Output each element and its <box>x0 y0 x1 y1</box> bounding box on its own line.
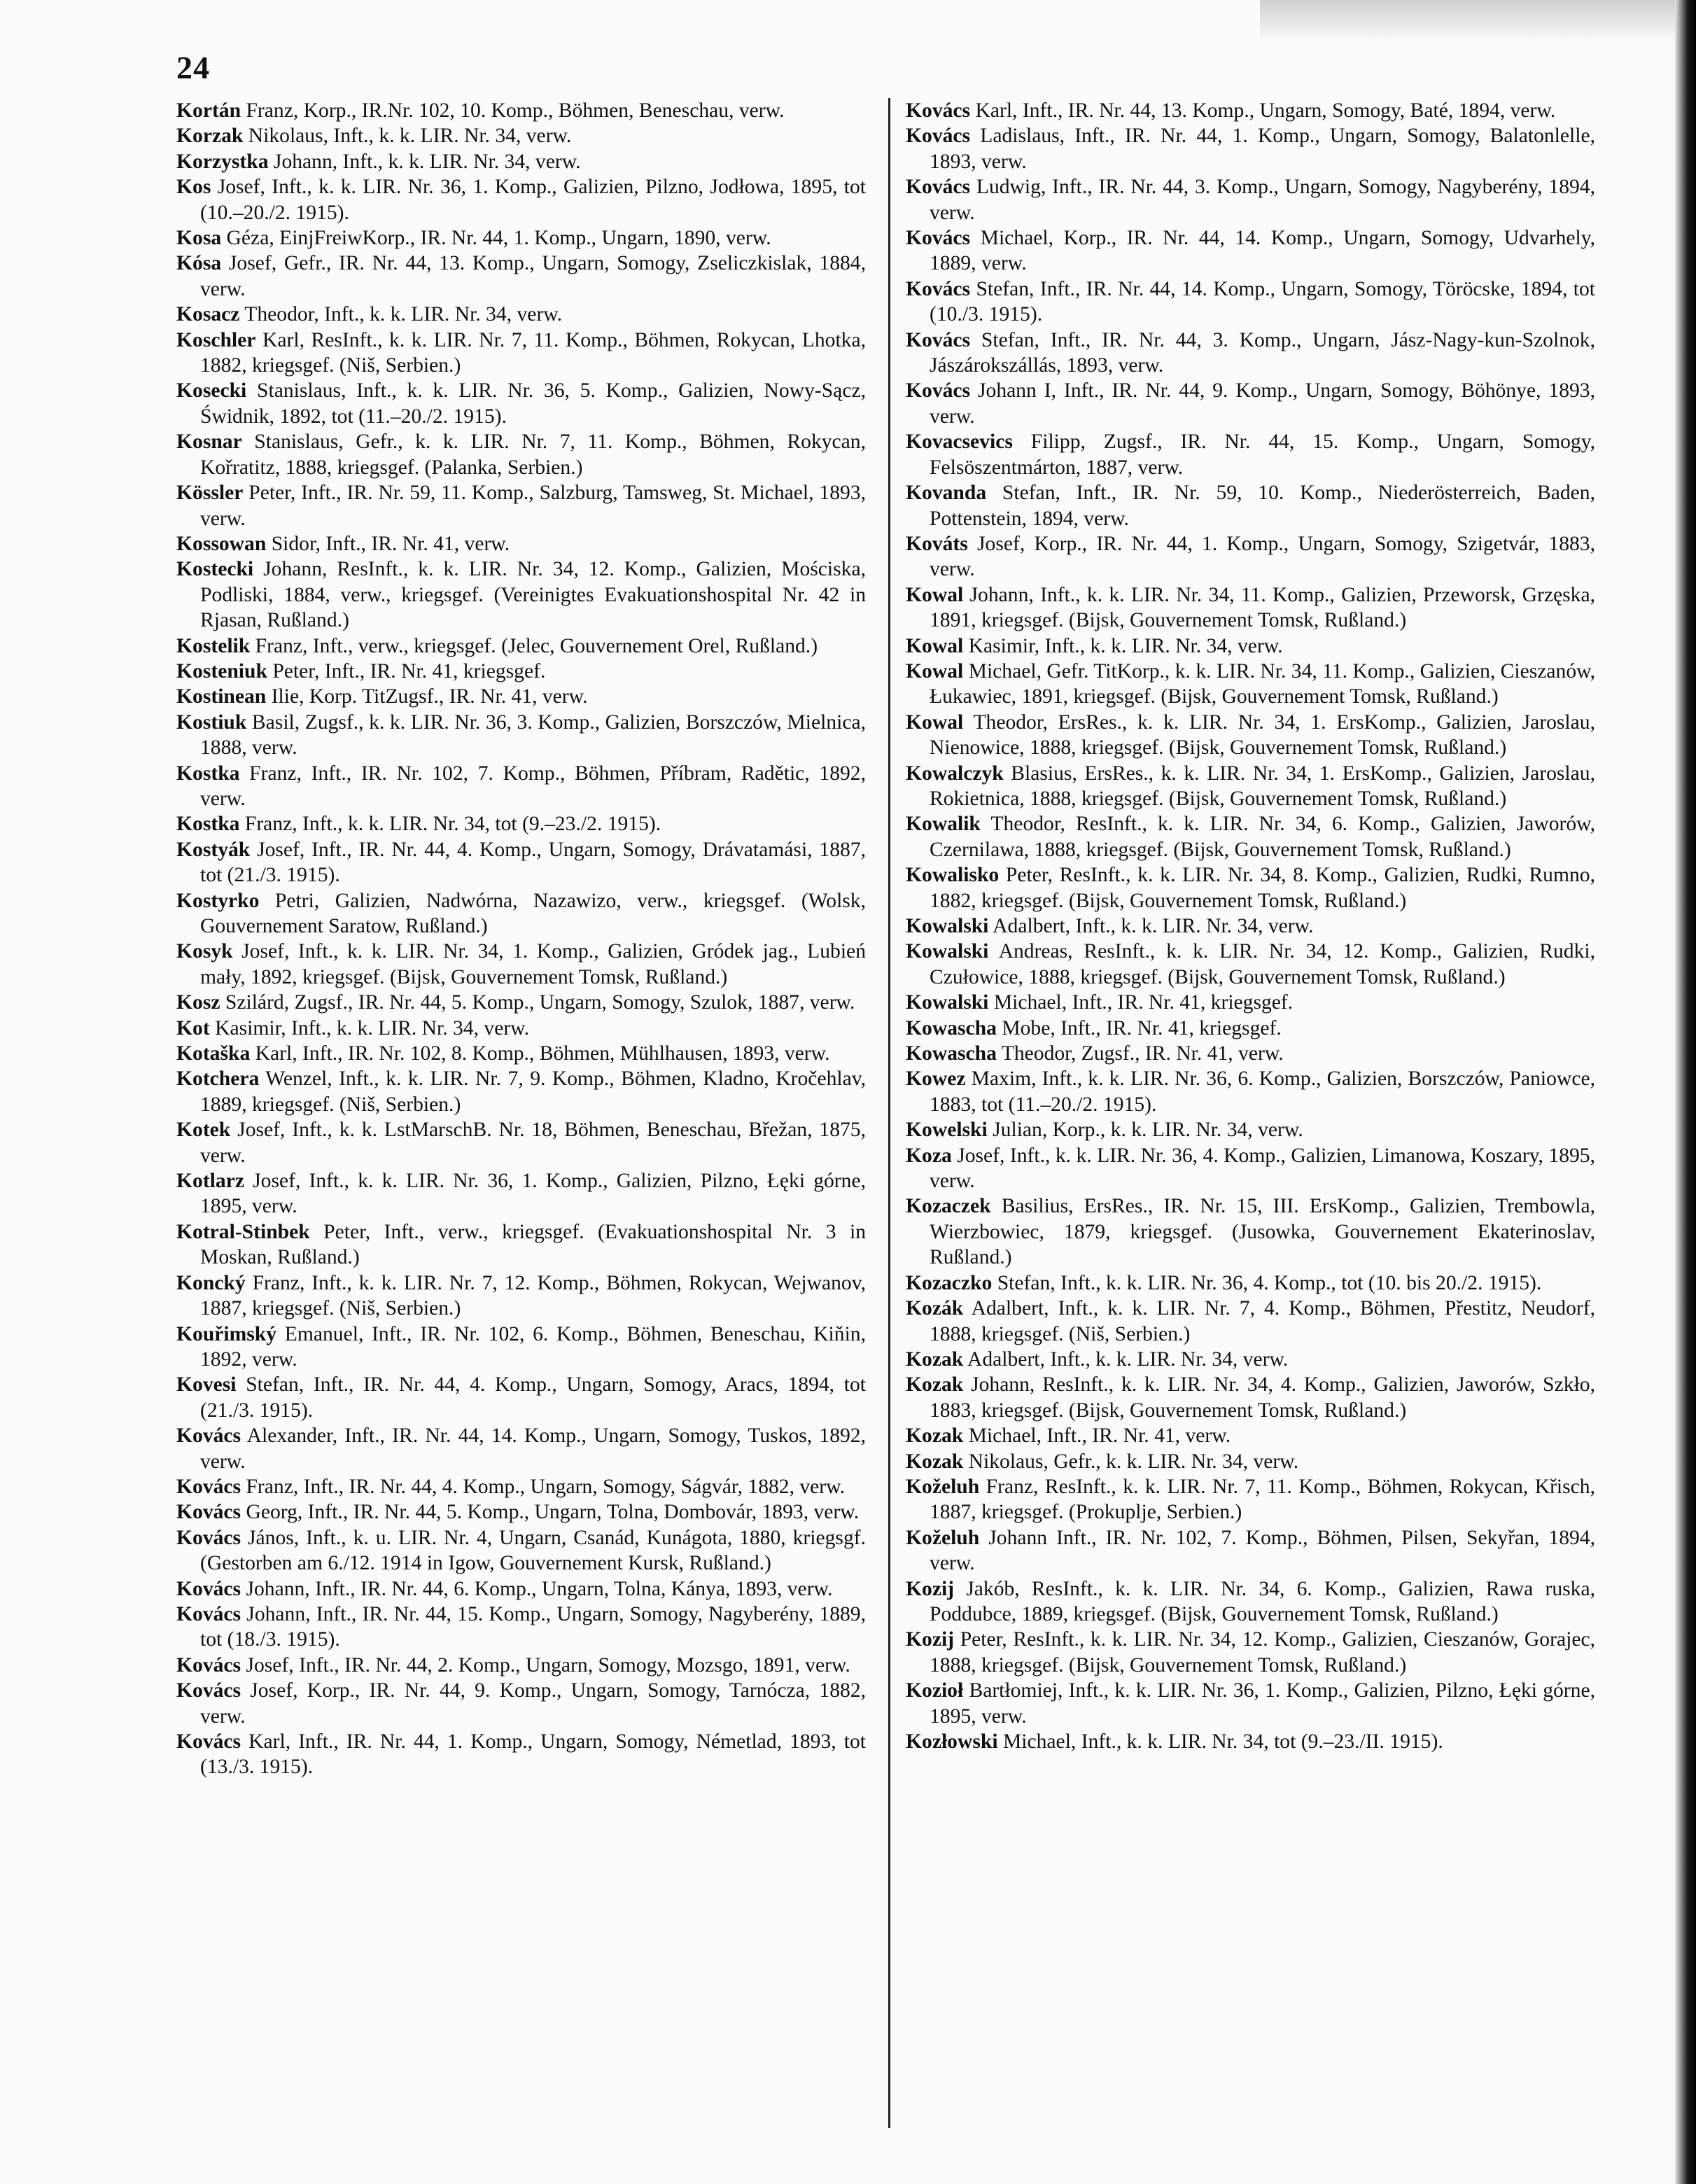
list-entry <box>906 634 1595 659</box>
entry-details: Michael, Korp., IR. Nr. 44, 14. Komp., Ungarn, Somogy, Udvarhely, 1889, verw. <box>930 227 1595 275</box>
entry-details: Michael, Inft., k. k. LIR. Nr. 34, tot (9.–23./II. 1915). <box>1002 1730 1443 1753</box>
entry-details: Josef, Inft., k. k. LIR. Nr. 36, 1. Komp., Galizien, Pilzno, Jodłowa, 1895, tot (10.–20./2. 1915). <box>200 176 866 224</box>
list-entry <box>906 1194 1595 1270</box>
entry-surname: Koza <box>906 1144 952 1167</box>
entry-details: Josef, Gefr., IR. Nr. 44, 13. Komp., Ungarn, Somogy, Zseliczkislak, 1884, verw. <box>200 252 866 300</box>
entry-details: Peter, ResInft., k. k. LIR. Nr. 34, 12. Komp., Galizien, Cieszanów, Gorajec, 1888, kriegsgef. (Bijsk, Gouvernement Tomsk, Rußland.) <box>930 1628 1595 1676</box>
entry-details: Josef, Korp., IR. Nr. 44, 9. Komp., Ungarn, Somogy, Tarnócza, 1882, verw. <box>200 1679 866 1728</box>
list-entry <box>176 761 866 812</box>
entry-surname: Kowez <box>906 1068 966 1091</box>
entry-details: Stanislaus, Gefr., k. k. LIR. Nr. 7, 11. Komp., Böhmen, Rokycan, Kořratitz, 1888, kriegsgef. (Palanka, Serbien.) <box>200 430 867 479</box>
entry-surname: Kowalik <box>906 813 981 836</box>
entry-surname: Kováts <box>906 532 968 555</box>
list-entry <box>176 149 866 174</box>
list-entry <box>906 582 1595 634</box>
entry-surname: Korzystka <box>176 150 269 173</box>
list-entry <box>176 531 866 556</box>
entry-details: Karl, ResInft., k. k. LIR. Nr. 7, 11. Komp., Böhmen, Rokycan, Lhotka, 1882, kriegsgef. (Niš, Serbien.) <box>200 328 866 377</box>
scan-shadow-top <box>1260 0 1696 42</box>
entry-surname: Kossowan <box>176 532 267 555</box>
entry-details: Alexander, Inft., IR. Nr. 44, 14. Komp., Ungarn, Somogy, Tuskos, 1892, verw. <box>200 1424 867 1473</box>
list-entry <box>176 556 866 633</box>
list-entry <box>176 1168 866 1219</box>
entry-details: Josef, Inft., IR. Nr. 44, 4. Komp., Ungarn, Somogy, Drávatamási, 1887, tot (21./3. 1915). <box>200 838 866 887</box>
entry-details: Karl, Inft., IR. Nr. 44, 13. Komp., Ungarn, Somogy, Baté, 1894, verw. <box>975 99 1556 122</box>
list-entry <box>176 710 866 761</box>
entry-details: Theodor, ResInft., k. k. LIR. Nr. 34, 6. Komp., Galizien, Jaworów, Czernilawa, 1888, kriegsgef. (Bijsk, Gouvernement Tomsk, Rußland.) <box>930 813 1595 861</box>
list-entry <box>906 1347 1595 1372</box>
entry-surname: Kozaczek <box>906 1195 991 1218</box>
entry-surname: Kostyák <box>176 838 251 861</box>
entry-surname: Kovesi <box>176 1373 237 1396</box>
entry-details: Adalbert, Inft., k. k. LIR. Nr. 34, verw. <box>993 915 1314 937</box>
entry-details: Stefan, Inft., IR. Nr. 44, 3. Komp., Ungarn, Jász-Nagy-kun-Szolnok, Jászárokszállás, 1893, verw. <box>930 328 1595 377</box>
list-entry <box>176 1117 866 1168</box>
entry-surname: Kovács <box>906 379 971 402</box>
entry-surname: Kowelski <box>906 1119 988 1142</box>
entry-details: Johann, Inft., IR. Nr. 44, 6. Komp., Ungarn, Tolna, Kánya, 1893, verw. <box>246 1577 833 1600</box>
entry-surname: Kovács <box>176 1730 241 1753</box>
list-entry <box>906 429 1595 480</box>
list-entry <box>176 251 866 302</box>
entry-surname: Kowal <box>906 659 964 682</box>
list-entry <box>906 1474 1595 1525</box>
entry-details: Stanislaus, Inft., k. k. LIR. Nr. 36, 5. Komp., Galizien, Nowy-Sącz, Świdnik, 1892, tot (11.–20./2. 1915). <box>200 379 866 428</box>
entry-surname: Kostinean <box>176 685 267 708</box>
entry-details: Johann I, Inft., IR. Nr. 44, 9. Komp., Ungarn, Somogy, Böhönye, 1893, verw. <box>930 379 1595 428</box>
entry-surname: Kovács <box>176 1679 241 1702</box>
entry-details: Stefan, Inft., IR. Nr. 59, 10. Komp., Niederösterreich, Baden, Pottenstein, 1894, verw. <box>930 482 1595 530</box>
list-entry <box>176 1576 866 1602</box>
entry-details: Adalbert, Inft., k. k. LIR. Nr. 7, 4. Komp., Böhmen, Přestitz, Neudorf, 1888, kriegsgef. (Niš, Serbien.) <box>930 1297 1595 1345</box>
entry-surname: Kozłowski <box>906 1730 998 1753</box>
entry-details: Johann, Inft., IR. Nr. 44, 15. Komp., Ungarn, Somogy, Nagyberény, 1889, tot (18./3. 1915). <box>200 1602 867 1651</box>
list-entry <box>176 634 866 659</box>
entry-surname: Kotek <box>176 1119 231 1142</box>
list-entry <box>176 888 866 939</box>
entry-details: Johann, ResInft., k. k. LIR. Nr. 34, 12. Komp., Galizien, Mościska, Podliski, 1884, verw., kriegsgef. (Vereinigtes Evakuationshospital Nr. 42 in Rjasan, Rußland.) <box>200 558 867 632</box>
entry-details: Jakób, ResInft., k. k. LIR. Nr. 34, 6. Komp., Galizien, Rawa ruska, Poddubce, 1889, kriegsgef. (Bijsk, Gouvernement Tomsk, Rußland.) <box>930 1577 1595 1625</box>
entry-surname: Kosz <box>176 991 220 1014</box>
list-entry <box>176 429 866 480</box>
entry-surname: Kotaška <box>176 1042 251 1065</box>
entry-surname: Kot <box>176 1016 210 1040</box>
list-entry <box>176 225 866 251</box>
entry-details: Peter, Inft., IR. Nr. 41, kriegsgef. <box>272 659 546 682</box>
entry-surname: Kovács <box>906 277 971 300</box>
entry-surname: Kozij <box>906 1628 955 1651</box>
entry-surname: Kovács <box>906 125 971 148</box>
list-entry <box>176 1270 866 1322</box>
entry-surname: Kotchera <box>176 1068 260 1091</box>
entry-surname: Kowalczyk <box>906 762 1004 785</box>
entry-surname: Kozak <box>906 1424 964 1448</box>
entry-details: Filipp, Zugsf., IR. Nr. 44, 15. Komp., Ungarn, Somogy, Felsöszentmárton, 1887, verw. <box>930 430 1595 479</box>
list-entry <box>906 862 1595 913</box>
entry-details: Johann, Inft., k. k. LIR. Nr. 34, verw. <box>273 150 581 173</box>
entry-details: Kasimir, Inft., k. k. LIR. Nr. 34, verw. <box>968 634 1283 657</box>
entry-surname: Kovács <box>906 176 971 199</box>
entry-details: Theodor, ErsRes., k. k. LIR. Nr. 34, 1. ErsKomp., Galizien, Jaroslau, Nienowice, 1888, kriegsgef. (Bijsk, Gouvernement Tomsk, Rußland.) <box>930 710 1595 760</box>
entry-details: Josef, Inft., k. k. LIR. Nr. 34, 1. Komp., Galizien, Gródek jag., Lubień mały, 1892, kriegsgef. (Bijsk, Gouvernement Tomsk, Rußland.) <box>200 940 866 988</box>
entry-surname: Kovács <box>176 1501 241 1524</box>
entry-details: Johann Inft., IR. Nr. 102, 7. Komp., Böhmen, Pilsen, Sekyřan, 1894, verw. <box>930 1526 1595 1575</box>
entry-surname: Kostka <box>176 813 240 836</box>
entry-surname: Kössler <box>176 482 244 505</box>
entry-details: Michael, Inft., IR. Nr. 41, kriegsgef. <box>993 991 1294 1014</box>
list-entry <box>176 990 866 1015</box>
entry-surname: Kowal <box>906 634 964 657</box>
entry-details: Basilius, ErsRes., IR. Nr. 15, III. ErsKomp., Galizien, Trembowla, Wierzbowiec, 1879, kriegsgef. (Jusowka, Gouvernement Ekaterinoslav, Rußland.) <box>930 1195 1595 1269</box>
entry-details: Franz, Inft., k. k. LIR. Nr. 34, tot (9.–23./2. 1915). <box>244 813 661 836</box>
entry-details: Emanuel, Inft., IR. Nr. 102, 6. Komp., Böhmen, Beneschau, Kiňin, 1892, verw. <box>200 1322 866 1371</box>
entry-surname: Kostyrko <box>176 889 260 912</box>
entry-surname: Kósa <box>176 252 222 275</box>
entry-details: Johann, ResInft., k. k. LIR. Nr. 34, 4. Komp., Galizien, Jaworów, Szkło, 1883, kriegsgef. (Bijsk, Gouvernement Tomsk, Rußland.) <box>930 1373 1595 1422</box>
entry-details: Michael, Gefr. TitKorp., k. k. LIR. Nr. 34, 11. Komp., Galizien, Cieszanów, Łukawiec, 1891, kriegsgef. (Bijsk, Gouvernement Tomsk, Rußland.) <box>930 659 1595 708</box>
list-entry <box>176 1499 866 1525</box>
entry-surname: Kowalski <box>906 940 989 963</box>
entry-surname: Kovács <box>906 328 971 351</box>
list-entry <box>906 531 1595 582</box>
entry-details: Franz, Korp., IR.Nr. 102, 10. Komp., Böhmen, Beneschau, verw. <box>246 99 785 122</box>
list-entry <box>906 1627 1595 1678</box>
list-entry <box>176 659 866 684</box>
list-entry <box>906 276 1595 328</box>
list-entry <box>176 1066 866 1117</box>
list-entry <box>176 98 866 123</box>
entry-surname: Kowal <box>906 583 964 606</box>
list-entry <box>906 913 1595 939</box>
list-entry <box>176 1219 866 1270</box>
scan-shadow-right <box>1675 0 1696 2184</box>
entry-details: Peter, ResInft., k. k. LIR. Nr. 34, 8. Komp., Galizien, Rudki, Rumno, 1882, kriegsgef. (Bijsk, Gouvernement Tomsk, Rußland.) <box>930 864 1595 912</box>
entry-details: Nikolaus, Inft., k. k. LIR. Nr. 34, verw. <box>248 125 572 148</box>
entry-details: Franz, ResInft., k. k. LIR. Nr. 7, 11. Komp., Böhmen, Rokycan, Křisch, 1887, kriegsgef. (Prokuplje, Serbien.) <box>930 1475 1595 1524</box>
entry-surname: Kozak <box>906 1373 964 1396</box>
entry-details: Kasimir, Inft., k. k. LIR. Nr. 34, verw. <box>215 1016 530 1040</box>
list-entry <box>906 1678 1595 1729</box>
entry-surname: Kosa <box>176 227 222 250</box>
entry-details: Andreas, ResInft., k. k. LIR. Nr. 34, 12. Komp., Galizien, Rudki, Czułowice, 1888, kriegsgef. (Bijsk, Gouvernement Tomsk, Rußland.) <box>930 940 1596 988</box>
entry-details: Karl, Inft., IR. Nr. 102, 8. Komp., Böhmen, Mühlhausen, 1893, verw. <box>255 1042 830 1065</box>
list-entry <box>906 1143 1595 1194</box>
list-entry <box>176 1423 866 1474</box>
entry-surname: Kosnar <box>176 430 242 454</box>
entry-surname: Kowalisko <box>906 864 1000 887</box>
list-entry <box>906 174 1595 225</box>
list-entry <box>906 1525 1595 1576</box>
entry-details: Karl, Inft., IR. Nr. 44, 1. Komp., Ungarn, Somogy, Németlad, 1893, tot (13./3. 1915). <box>200 1730 866 1779</box>
entry-surname: Kozij <box>906 1577 955 1600</box>
entry-surname: Kovács <box>176 1577 241 1600</box>
list-entry <box>906 761 1595 812</box>
list-entry <box>906 1449 1595 1474</box>
list-entry <box>906 1576 1595 1628</box>
entry-surname: Kosecki <box>176 379 247 402</box>
entry-details: Georg, Inft., IR. Nr. 44, 5. Komp., Ungarn, Tolna, Dombovár, 1893, verw. <box>246 1501 860 1524</box>
list-entry <box>906 225 1595 276</box>
entry-details: Ilie, Korp. TitZugsf., IR. Nr. 41, verw. <box>271 685 588 708</box>
list-entry <box>176 302 866 327</box>
list-entry <box>176 174 866 225</box>
list-entry <box>176 1525 866 1576</box>
entry-details: Michael, Inft., IR. Nr. 41, verw. <box>968 1424 1231 1448</box>
entry-details: Stefan, Inft., IR. Nr. 44, 14. Komp., Ungarn, Somogy, Töröcske, 1894, tot (10./3. 1915). <box>930 277 1595 326</box>
entry-details: Mobe, Inft., IR. Nr. 41, kriegsgef. <box>1002 1016 1282 1040</box>
entry-surname: Kovács <box>176 1424 241 1448</box>
entry-surname: Kozak <box>906 1348 964 1371</box>
entry-details: Géza, EinjFreiwKorp., IR. Nr. 44, 1. Komp., Ungarn, 1890, verw. <box>226 227 771 250</box>
entry-details: Josef, Inft., IR. Nr. 44, 2. Komp., Ungarn, Somogy, Mozsgo, 1891, verw. <box>246 1653 850 1676</box>
list-entry <box>906 1423 1595 1448</box>
list-entry <box>906 939 1595 990</box>
entry-details: Ladislaus, Inft., IR. Nr. 44, 1. Komp., Ungarn, Somogy, Balatonlelle, 1893, verw. <box>930 125 1595 173</box>
entry-surname: Kovács <box>176 1602 241 1625</box>
entry-surname: Kozioł <box>906 1679 964 1702</box>
list-entry <box>176 123 866 148</box>
list-entry <box>176 328 866 379</box>
entry-details: Sidor, Inft., IR. Nr. 41, verw. <box>271 532 510 555</box>
entry-surname: Kostelik <box>176 634 251 657</box>
list-entry <box>176 378 866 429</box>
entry-surname: Kosacz <box>176 303 240 326</box>
entry-surname: Kouřimský <box>176 1322 277 1345</box>
entry-surname: Koschler <box>176 328 256 351</box>
entry-surname: Kovacsevics <box>906 430 1013 454</box>
list-entry <box>176 1729 866 1780</box>
right-column <box>906 98 1595 1754</box>
list-entry <box>906 811 1595 862</box>
entry-details: Petri, Galizien, Nadwórna, Nazawizo, verw., kriegsgef. (Wolsk, Gouvernement Saratow, Rußland.) <box>200 889 866 937</box>
entry-details: János, Inft., k. u. LIR. Nr. 4, Ungarn, Csanád, Kunágota, 1880, kriegsgf. (Gestorben am 6./12. 1914 in Igow, Gouvernement Kursk, Rußland.) <box>200 1526 866 1575</box>
list-entry <box>176 1602 866 1653</box>
entry-surname: Kovács <box>176 1475 241 1498</box>
entry-details: Franz, Inft., IR. Nr. 44, 4. Komp., Ungarn, Somogy, Ságvár, 1882, verw. <box>246 1475 846 1498</box>
entry-details: Maxim, Inft., k. k. LIR. Nr. 36, 6. Komp., Galizien, Borszczów, Paniowce, 1883, tot (11.–20./2. 1915). <box>930 1068 1595 1116</box>
list-entry <box>906 98 1595 123</box>
list-entry <box>906 1270 1595 1296</box>
list-entry <box>176 1322 866 1373</box>
entry-surname: Kosyk <box>176 940 233 963</box>
entry-details: Stefan, Inft., IR. Nr. 44, 4. Komp., Ungarn, Somogy, Aracs, 1894, tot (21./3. 1915). <box>200 1373 866 1422</box>
entry-details: Josef, Inft., k. k. LIR. Nr. 36, 1. Komp., Galizien, Pilzno, Łęki górne, 1895, verw. <box>200 1170 866 1218</box>
list-entry <box>906 378 1595 429</box>
entry-details: Wenzel, Inft., k. k. LIR. Nr. 7, 9. Komp., Böhmen, Kladno, Kročehlav, 1889, kriegsgef. (Niš, Serbien.) <box>200 1068 866 1116</box>
entry-surname: Kotlarz <box>176 1170 244 1193</box>
list-entry <box>176 1474 866 1499</box>
entry-details: Theodor, Zugsf., IR. Nr. 41, verw. <box>1001 1042 1284 1065</box>
left-column <box>176 98 866 1780</box>
entry-surname: Kovács <box>176 1653 241 1676</box>
entry-surname: Koželuh <box>906 1526 980 1549</box>
list-entry <box>906 1041 1595 1066</box>
list-entry <box>906 123 1595 174</box>
entry-surname: Kowascha <box>906 1016 997 1040</box>
entry-details: Josef, Inft., k. k. LIR. Nr. 36, 4. Komp., Galizien, Limanowa, Koszary, 1895, verw. <box>930 1144 1595 1193</box>
entry-surname: Kowal <box>906 710 964 734</box>
entry-details: Stefan, Inft., k. k. LIR. Nr. 36, 4. Komp., tot (10. bis 20./2. 1915). <box>997 1271 1542 1294</box>
entry-details: Johann, Inft., k. k. LIR. Nr. 34, 11. Komp., Galizien, Przeworsk, Grzęska, 1891, kriegsgef. (Bijsk, Gouvernement Tomsk, Rußland.) <box>930 583 1595 632</box>
entry-details: Franz, Inft., IR. Nr. 102, 7. Komp., Böhmen, Příbram, Radětic, 1892, verw. <box>200 762 866 810</box>
entry-surname: Kos <box>176 176 211 199</box>
entry-details: Nikolaus, Gefr., k. k. LIR. Nr. 34, verw. <box>968 1450 1299 1473</box>
list-entry <box>176 1372 866 1423</box>
entry-surname: Kowalski <box>906 915 989 937</box>
entry-details: Theodor, Inft., k. k. LIR. Nr. 34, verw. <box>244 303 563 326</box>
list-entry <box>906 710 1595 761</box>
list-entry <box>906 1729 1595 1754</box>
entry-details: Ludwig, Inft., IR. Nr. 44, 3. Komp., Ungarn, Somogy, Nagyberény, 1894, verw. <box>930 176 1595 224</box>
entry-surname: Kostecki <box>176 558 254 581</box>
list-entry <box>906 1117 1595 1142</box>
entry-surname: Kovács <box>906 99 971 122</box>
entry-details: Franz, Inft., k. k. LIR. Nr. 7, 12. Komp., Böhmen, Rokycan, Wejwanov, 1887, kriegsgef. (Niš, Serbien.) <box>200 1271 866 1320</box>
entry-surname: Korzak <box>176 125 244 148</box>
entry-details: Blasius, ErsRes., k. k. LIR. Nr. 34, 1. ErsKomp., Galizien, Jaroslau, Rokietnica, 1888, kriegsgef. (Bijsk, Gouvernement Tomsk, Rußland.) <box>930 762 1595 810</box>
entry-details: Bartłomiej, Inft., k. k. LIR. Nr. 36, 1. Komp., Galizien, Pilzno, Łęki górne, 1895, verw. <box>930 1679 1595 1728</box>
list-entry <box>176 1678 866 1729</box>
entry-details: Basil, Zugsf., k. k. LIR. Nr. 36, 3. Komp., Galizien, Borszczów, Mielnica, 1888, verw. <box>200 710 866 760</box>
entry-details: Franz, Inft., verw., kriegsgef. (Jelec, Gouvernement Orel, Rußland.) <box>255 634 818 657</box>
entry-surname: Kosteniuk <box>176 659 267 682</box>
list-entry <box>176 1016 866 1041</box>
entry-surname: Kovács <box>176 1526 241 1549</box>
list-entry <box>176 1653 866 1678</box>
list-entry <box>906 328 1595 379</box>
entry-surname: Kovanda <box>906 482 987 505</box>
list-entry <box>906 1016 1595 1041</box>
entry-surname: Kovács <box>906 227 971 250</box>
column-divider <box>888 98 890 2128</box>
list-entry <box>906 480 1595 531</box>
list-entry <box>906 1372 1595 1423</box>
entry-surname: Kotral-Stinbek <box>176 1220 310 1243</box>
entry-details: Szilárd, Zugsf., IR. Nr. 44, 5. Komp., Ungarn, Somogy, Szulok, 1887, verw. <box>225 991 855 1014</box>
list-entry <box>176 684 866 709</box>
entry-surname: Kowascha <box>906 1042 997 1065</box>
entry-details: Josef, Korp., IR. Nr. 44, 1. Komp., Ungarn, Somogy, Szigetvár, 1883, verw. <box>930 532 1595 581</box>
list-entry <box>176 1041 866 1066</box>
list-entry <box>176 837 866 888</box>
list-entry <box>176 811 866 836</box>
list-entry <box>906 659 1595 710</box>
list-entry <box>176 939 866 990</box>
list-entry <box>176 480 866 531</box>
entry-surname: Kozaczko <box>906 1271 993 1294</box>
entry-surname: Kostiuk <box>176 710 247 734</box>
entry-details: Adalbert, Inft., k. k. LIR. Nr. 34, verw. <box>967 1348 1289 1371</box>
entry-details: Julian, Korp., k. k. LIR. Nr. 34, verw. <box>993 1119 1303 1142</box>
entry-surname: Kowalski <box>906 991 989 1014</box>
entry-surname: Kortán <box>176 99 241 122</box>
entry-details: Peter, Inft., IR. Nr. 59, 11. Komp., Salzburg, Tamsweg, St. Michael, 1893, verw. <box>200 482 867 530</box>
entry-details: Josef, Inft., k. k. LstMarschB. Nr. 18, Böhmen, Beneschau, Břežan, 1875, verw. <box>200 1119 866 1167</box>
list-entry <box>906 1066 1595 1117</box>
entry-surname: Kozak <box>906 1450 964 1473</box>
page-number: 24 <box>176 50 210 85</box>
entry-surname: Koželuh <box>906 1475 980 1498</box>
entry-surname: Koncký <box>176 1271 246 1294</box>
entry-details: Peter, Inft., verw., kriegsgef. (Evakuationshospital Nr. 3 in Moskan, Rußland.) <box>200 1220 866 1269</box>
entry-surname: Kostka <box>176 762 240 785</box>
list-entry <box>906 1296 1595 1347</box>
list-entry <box>906 990 1595 1015</box>
entry-surname: Kozák <box>906 1297 964 1320</box>
